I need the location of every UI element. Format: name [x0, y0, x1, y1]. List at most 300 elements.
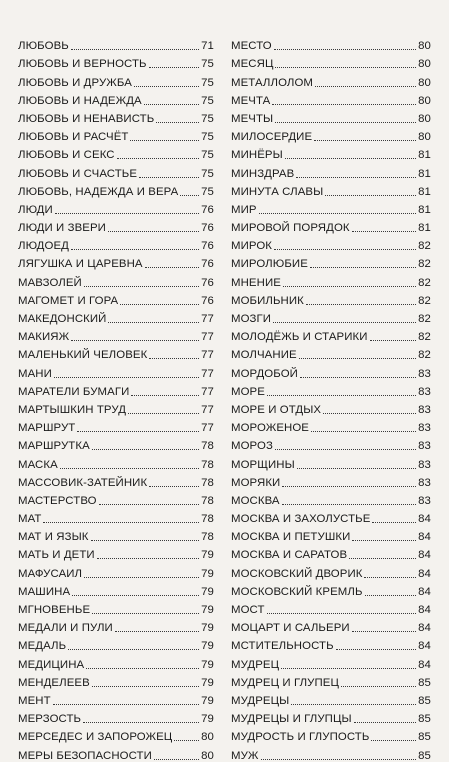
index-entry [18, 616, 214, 634]
index-page-number: 77 [201, 385, 214, 398]
index-term: ЛЮБОВЬ И СЧАСТЬЕ [18, 167, 138, 180]
index-page-number: 84 [418, 585, 431, 598]
dot-leader [272, 104, 416, 105]
index-term: МАГОМЕТ И ГОРА [18, 294, 119, 307]
index-term: ЛЮДИ [18, 203, 53, 216]
index-entry [18, 216, 214, 234]
index-entry [231, 652, 431, 670]
index-entry [231, 634, 431, 652]
index-entry [231, 198, 431, 216]
index-entry [231, 689, 431, 707]
index-page-number: 85 [418, 676, 431, 689]
index-term: МАСТЕРСТВО [18, 494, 97, 507]
dot-leader [149, 67, 199, 68]
index-term: МИНУТА СЛАВЫ [231, 185, 324, 198]
index-entry [18, 361, 214, 379]
index-term: МОСКОВСКИЙ КРЕМЛЬ [231, 585, 363, 598]
index-page-number: 76 [201, 222, 214, 235]
index-entry [231, 561, 431, 579]
index-page-number: 83 [418, 385, 431, 398]
index-page-number: 79 [201, 713, 214, 726]
index-page-number: 79 [201, 549, 214, 562]
index-term: МАТ И ЯЗЫК [18, 531, 89, 544]
index-term: МЕСТО [231, 40, 272, 53]
dot-leader [325, 195, 416, 196]
index-entry [18, 34, 214, 52]
dot-leader [97, 558, 199, 559]
dot-leader [267, 395, 416, 396]
index-page-number: 80 [201, 731, 214, 744]
dot-leader [259, 213, 417, 214]
index-term: МАРАТЕЛИ БУМАГИ [18, 385, 130, 398]
index-entry [18, 652, 214, 670]
dot-leader [92, 449, 199, 450]
index-page-number: 79 [201, 694, 214, 707]
index-term: МОЛЧАНИЕ [231, 349, 297, 362]
dot-leader [54, 377, 199, 378]
index-page-number: 77 [201, 422, 214, 435]
dot-leader [274, 249, 416, 250]
index-page-number: 84 [418, 513, 431, 526]
dot-leader [53, 704, 199, 705]
dot-leader [43, 522, 199, 523]
index-term: МАЛЕНЬКИЙ ЧЕЛОВЕК [18, 349, 148, 362]
index-term: МИР [231, 203, 257, 216]
dot-leader [139, 177, 199, 178]
index-entry [231, 598, 431, 616]
index-page-number: 82 [418, 258, 431, 271]
index-entry [231, 161, 431, 179]
index-page-number: 80 [201, 749, 214, 762]
index-page-number: 82 [418, 294, 431, 307]
index-term: МЕДИЦИНА [18, 658, 85, 671]
index-entry [231, 434, 431, 452]
dot-leader [372, 522, 416, 523]
index-page-number: 76 [201, 294, 214, 307]
index-page-number: 84 [418, 567, 431, 580]
index-entry [231, 361, 431, 379]
index-term: МИРОК [231, 240, 273, 253]
index-entry [18, 325, 214, 343]
dot-leader [108, 322, 199, 323]
index-entry [18, 689, 214, 707]
index-page-number: 83 [418, 403, 431, 416]
index-entry [18, 398, 214, 416]
dot-leader [273, 322, 416, 323]
index-entry [18, 52, 214, 70]
index-entry [231, 289, 431, 307]
index-page-number: 83 [418, 458, 431, 471]
dot-leader [311, 431, 416, 432]
dot-leader [274, 49, 416, 50]
dot-leader [371, 740, 416, 741]
index-term: ЛЮБОВЬ И ВЕРНОСТЬ [18, 58, 147, 71]
index-term: МОРОЗ [231, 440, 273, 453]
index-page-number: 77 [201, 331, 214, 344]
index-page-number: 76 [201, 240, 214, 253]
index-page-number: 76 [201, 258, 214, 271]
index-entry [18, 307, 214, 325]
index-page-number: 79 [201, 585, 214, 598]
index-page-number: 78 [201, 440, 214, 453]
index-page-number: 77 [201, 313, 214, 325]
index-page-number: 78 [201, 458, 214, 471]
index-page-number: 83 [418, 494, 431, 507]
index-term: МОРДОБОЙ [231, 367, 298, 380]
index-page-number: 84 [418, 640, 431, 653]
index-entry [231, 452, 431, 470]
index-entry [18, 471, 214, 489]
index-term: МЕЧТЫ [231, 112, 274, 125]
index-page-number: 83 [418, 367, 431, 380]
index-term: МАШИНА [18, 585, 71, 598]
index-entry [231, 307, 431, 325]
dot-leader [323, 413, 416, 414]
index-term: МИНЗДРАВ [231, 167, 295, 180]
index-page-number: 75 [201, 185, 214, 198]
index-entry [18, 343, 214, 361]
dot-leader [131, 395, 199, 396]
dot-leader [275, 67, 416, 68]
index-page-number: 80 [418, 58, 431, 71]
dot-leader [134, 86, 199, 87]
dot-leader [68, 649, 199, 650]
dot-leader [299, 358, 416, 359]
index-term: МСТИТЕЛЬНОСТЬ [231, 640, 334, 653]
index-entry [18, 580, 214, 598]
index-term: МАРТЫШКИН ТРУД [18, 403, 127, 416]
index-entry [18, 416, 214, 434]
index-page-number: 85 [418, 749, 431, 762]
index-entry [231, 580, 431, 598]
dot-leader [71, 340, 199, 341]
index-term: МАСКА [18, 458, 58, 471]
index-term: МЕСЯЦ [231, 58, 274, 71]
index-entry [18, 180, 214, 198]
index-entry [18, 525, 214, 543]
dot-leader [92, 686, 199, 687]
index-entry [231, 89, 431, 107]
index-page-number: 80 [418, 94, 431, 107]
index-term: МОРЕ И ОТДЫХ [231, 403, 322, 416]
dot-leader [281, 668, 416, 669]
index-entry [18, 489, 214, 507]
index-page-number: 83 [418, 440, 431, 453]
index-page-number: 80 [418, 112, 431, 125]
index-entry [18, 198, 214, 216]
index-term: МОСКВА И САРАТОВ [231, 549, 348, 562]
index-term: МУДРЕЦ И ГЛУПЕЦ [231, 676, 340, 689]
index-term: МУДРЕЦЫ [231, 694, 290, 707]
dot-leader [71, 249, 199, 250]
index-entry [231, 34, 431, 52]
index-term: МОБИЛЬНИК [231, 294, 304, 307]
dot-leader [297, 468, 416, 469]
index-page-number: 84 [418, 531, 431, 544]
dot-leader [91, 540, 200, 541]
index-term: МАТЬ И ДЕТИ [18, 549, 95, 562]
dot-leader [83, 722, 199, 723]
index-term: МУДРЕЦ [231, 658, 280, 671]
dot-leader [275, 122, 416, 123]
index-term: МОРЕ [231, 385, 265, 398]
index-entry [18, 561, 214, 579]
dot-leader [149, 486, 199, 487]
index-page-number: 77 [201, 403, 214, 416]
dot-leader [275, 449, 416, 450]
index-term: МОЗГИ [231, 313, 272, 325]
index-entry [231, 107, 431, 125]
index-entry [18, 70, 214, 88]
index-page-number: 81 [418, 149, 431, 162]
index-page-number: 77 [201, 367, 214, 380]
dot-leader [306, 304, 416, 305]
index-page-number: 78 [201, 513, 214, 526]
dot-leader [282, 486, 416, 487]
index-entry [18, 598, 214, 616]
dot-leader [117, 158, 199, 159]
index-entry [18, 234, 214, 252]
index-term: МАРШРУТ [18, 422, 76, 435]
index-entry [18, 707, 214, 725]
index-entry [231, 252, 431, 270]
index-entry [231, 70, 431, 88]
index-term: МЕРЫ БЕЗОПАСНОСТИ [18, 749, 152, 762]
index-entry [18, 725, 214, 743]
index-entry [18, 289, 214, 307]
index-page-number: 83 [418, 476, 431, 489]
dot-leader [315, 86, 416, 87]
index-page-number: 81 [418, 185, 431, 198]
index-page-number: 82 [418, 313, 431, 325]
index-term: ЛЮДИ И ЗВЕРИ [18, 222, 106, 235]
index-entry [231, 270, 431, 288]
dot-leader [77, 431, 199, 432]
index-page-number: 85 [418, 694, 431, 707]
index-term: МАКЕДОНСКИЙ [18, 313, 107, 325]
index-term: МЕНТ [18, 694, 51, 707]
dot-leader [72, 595, 199, 596]
dot-leader [108, 231, 199, 232]
index-term: МИРОЛЮБИЕ [231, 258, 308, 271]
dot-leader [55, 213, 199, 214]
index-page-number: 78 [201, 531, 214, 544]
index-page-number: 81 [418, 167, 431, 180]
index-entry [18, 543, 214, 561]
dot-leader [352, 231, 416, 232]
dot-leader [365, 595, 417, 596]
index-entry [231, 52, 431, 70]
index-entry [231, 525, 431, 543]
dot-leader [349, 558, 416, 559]
index-entry [18, 107, 214, 125]
index-entry [18, 671, 214, 689]
index-entry [231, 325, 431, 343]
dot-leader [352, 540, 416, 541]
index-entry [18, 380, 214, 398]
index-entry [231, 707, 431, 725]
dot-leader [128, 413, 199, 414]
index-term: ЛЮБОВЬ И СЕКС [18, 149, 115, 162]
index-term: МЕРСЕДЕС И ЗАПОРОЖЕЦ [18, 731, 173, 744]
index-term: ЛЮБОВЬ И РАСЧЁТ [18, 131, 129, 144]
index-entry [231, 543, 431, 561]
index-entry [231, 616, 431, 634]
index-page-number: 79 [201, 604, 214, 616]
dot-leader [364, 577, 416, 578]
index-entry [231, 471, 431, 489]
index-term: МЕДАЛЬ [18, 640, 67, 653]
index-entry [231, 380, 431, 398]
index-entry [18, 507, 214, 525]
index-term: МОРОЖЕНОЕ [231, 422, 310, 435]
dot-leader [354, 722, 416, 723]
dot-leader [145, 267, 199, 268]
index-entry [231, 489, 431, 507]
index-term: ЛЮБОВЬ, НАДЕЖДА И ВЕРА [18, 185, 179, 198]
index-column-left [18, 34, 214, 762]
index-entry [18, 270, 214, 288]
index-term: МЕДАЛИ И ПУЛИ [18, 622, 113, 635]
dot-leader [130, 140, 199, 141]
index-term: МГНОВЕНЬЕ [18, 604, 91, 616]
index-entry [231, 416, 431, 434]
index-entry [18, 743, 214, 761]
dot-leader [156, 122, 199, 123]
index-term: ЛЮБОВЬ [18, 40, 69, 53]
dot-leader [60, 468, 199, 469]
index-page-number: 78 [201, 476, 214, 489]
index-page-number: 83 [418, 422, 431, 435]
index-page-number: 75 [201, 131, 214, 144]
index-page-number: 79 [201, 676, 214, 689]
index-term: ЛЮДОЕД [18, 240, 69, 253]
index-term: МАФУСАИЛ [18, 567, 83, 580]
index-term: МЕНДЕЛЕЕВ [18, 676, 90, 689]
dot-leader [174, 740, 199, 741]
index-entry [18, 125, 214, 143]
index-entry [231, 216, 431, 234]
index-term: МИРОВОЙ ПОРЯДОК [231, 222, 350, 235]
index-page-number: 76 [201, 203, 214, 216]
index-page-number: 71 [201, 40, 214, 53]
index-entry [231, 180, 431, 198]
dot-leader [144, 104, 199, 105]
index-term: ЛЮБОВЬ И НАДЕЖДА [18, 94, 142, 107]
index-entry [231, 143, 431, 161]
index-entry [231, 671, 431, 689]
index-entry [18, 252, 214, 270]
index-term: МОРЩИНЫ [231, 458, 295, 471]
index-entry [231, 725, 431, 743]
dot-leader [285, 158, 416, 159]
index-entry [18, 452, 214, 470]
index-page-number: 75 [201, 94, 214, 107]
dot-leader [370, 340, 417, 341]
index-column-right [231, 34, 431, 762]
index-term: МОСКОВСКИЙ ДВОРИК [231, 567, 363, 580]
index-page-number: 82 [418, 331, 431, 344]
index-term: МАВЗОЛЕЙ [18, 276, 82, 289]
index-page-number: 82 [418, 349, 431, 362]
index-term: МОСКВА [231, 494, 280, 507]
index-term: МИНЁРЫ [231, 149, 283, 162]
index-entry [18, 434, 214, 452]
index-term: МНЕНИЕ [231, 276, 281, 289]
index-page-number: 79 [201, 640, 214, 653]
dot-leader [86, 668, 199, 669]
dot-leader [341, 686, 416, 687]
index-page-number: 82 [418, 240, 431, 253]
index-page-number: 85 [418, 713, 431, 726]
index-page-number: 81 [418, 203, 431, 216]
index-term: МОСКВА И ПЕТУШКИ [231, 531, 351, 544]
dot-leader [154, 759, 199, 760]
index-term: МУДРОСТЬ И ГЛУПОСТЬ [231, 731, 370, 744]
dot-leader [310, 267, 416, 268]
index-page-number: 76 [201, 276, 214, 289]
index-page-number: 79 [201, 658, 214, 671]
index-term: МАКИЯЖ [18, 331, 70, 344]
index-entry [18, 161, 214, 179]
dot-leader [296, 177, 416, 178]
dot-leader [149, 358, 199, 359]
index-page-number: 84 [418, 604, 431, 616]
dot-leader [291, 704, 416, 705]
index-entry [231, 343, 431, 361]
index-term: ЛЮБОВЬ И ДРУЖБА [18, 76, 132, 89]
index-page-number: 81 [418, 222, 431, 235]
index-term: МОЦАРТ И САЛЬЕРИ [231, 622, 350, 635]
index-term: ЛЯГУШКА И ЦАРЕВНА [18, 258, 143, 271]
index-term: МАССОВИК-ЗАТЕЙНИК [18, 476, 148, 489]
index-entry [231, 743, 431, 761]
index-page-number: 78 [201, 494, 214, 507]
index-page-number: 80 [418, 76, 431, 89]
index-page-number: 75 [201, 149, 214, 162]
dot-leader [267, 613, 417, 614]
index-page-number: 79 [201, 622, 214, 635]
index-page-number: 75 [201, 58, 214, 71]
dot-leader [336, 649, 416, 650]
index-entry [231, 398, 431, 416]
index-page-number: 84 [418, 622, 431, 635]
index-term: МАРШРУТКА [18, 440, 90, 453]
index-term: МОСТ [231, 604, 265, 616]
index-page-number: 84 [418, 658, 431, 671]
dot-leader [120, 304, 199, 305]
dot-leader [300, 377, 416, 378]
dot-leader [180, 195, 199, 196]
index-term: МЕЧТА [231, 94, 271, 107]
index-term: МИЛОСЕРДИЕ [231, 131, 313, 144]
index-page-number: 80 [418, 40, 431, 53]
index-term: МЕРЗОСТЬ [18, 713, 82, 726]
dot-leader [84, 286, 199, 287]
dot-leader [99, 504, 200, 505]
index-term: МОРЯКИ [231, 476, 281, 489]
index-term: МЕТАЛЛОЛОМ [231, 76, 314, 89]
index-term: МУЖ [231, 749, 259, 762]
index-page-number: 75 [201, 76, 214, 89]
index-page-number: 84 [418, 549, 431, 562]
index-entry [231, 234, 431, 252]
index-page-number: 80 [418, 131, 431, 144]
index-page-number: 77 [201, 349, 214, 362]
index-entry [231, 125, 431, 143]
dot-leader [115, 631, 199, 632]
index-page-number: 79 [201, 567, 214, 580]
